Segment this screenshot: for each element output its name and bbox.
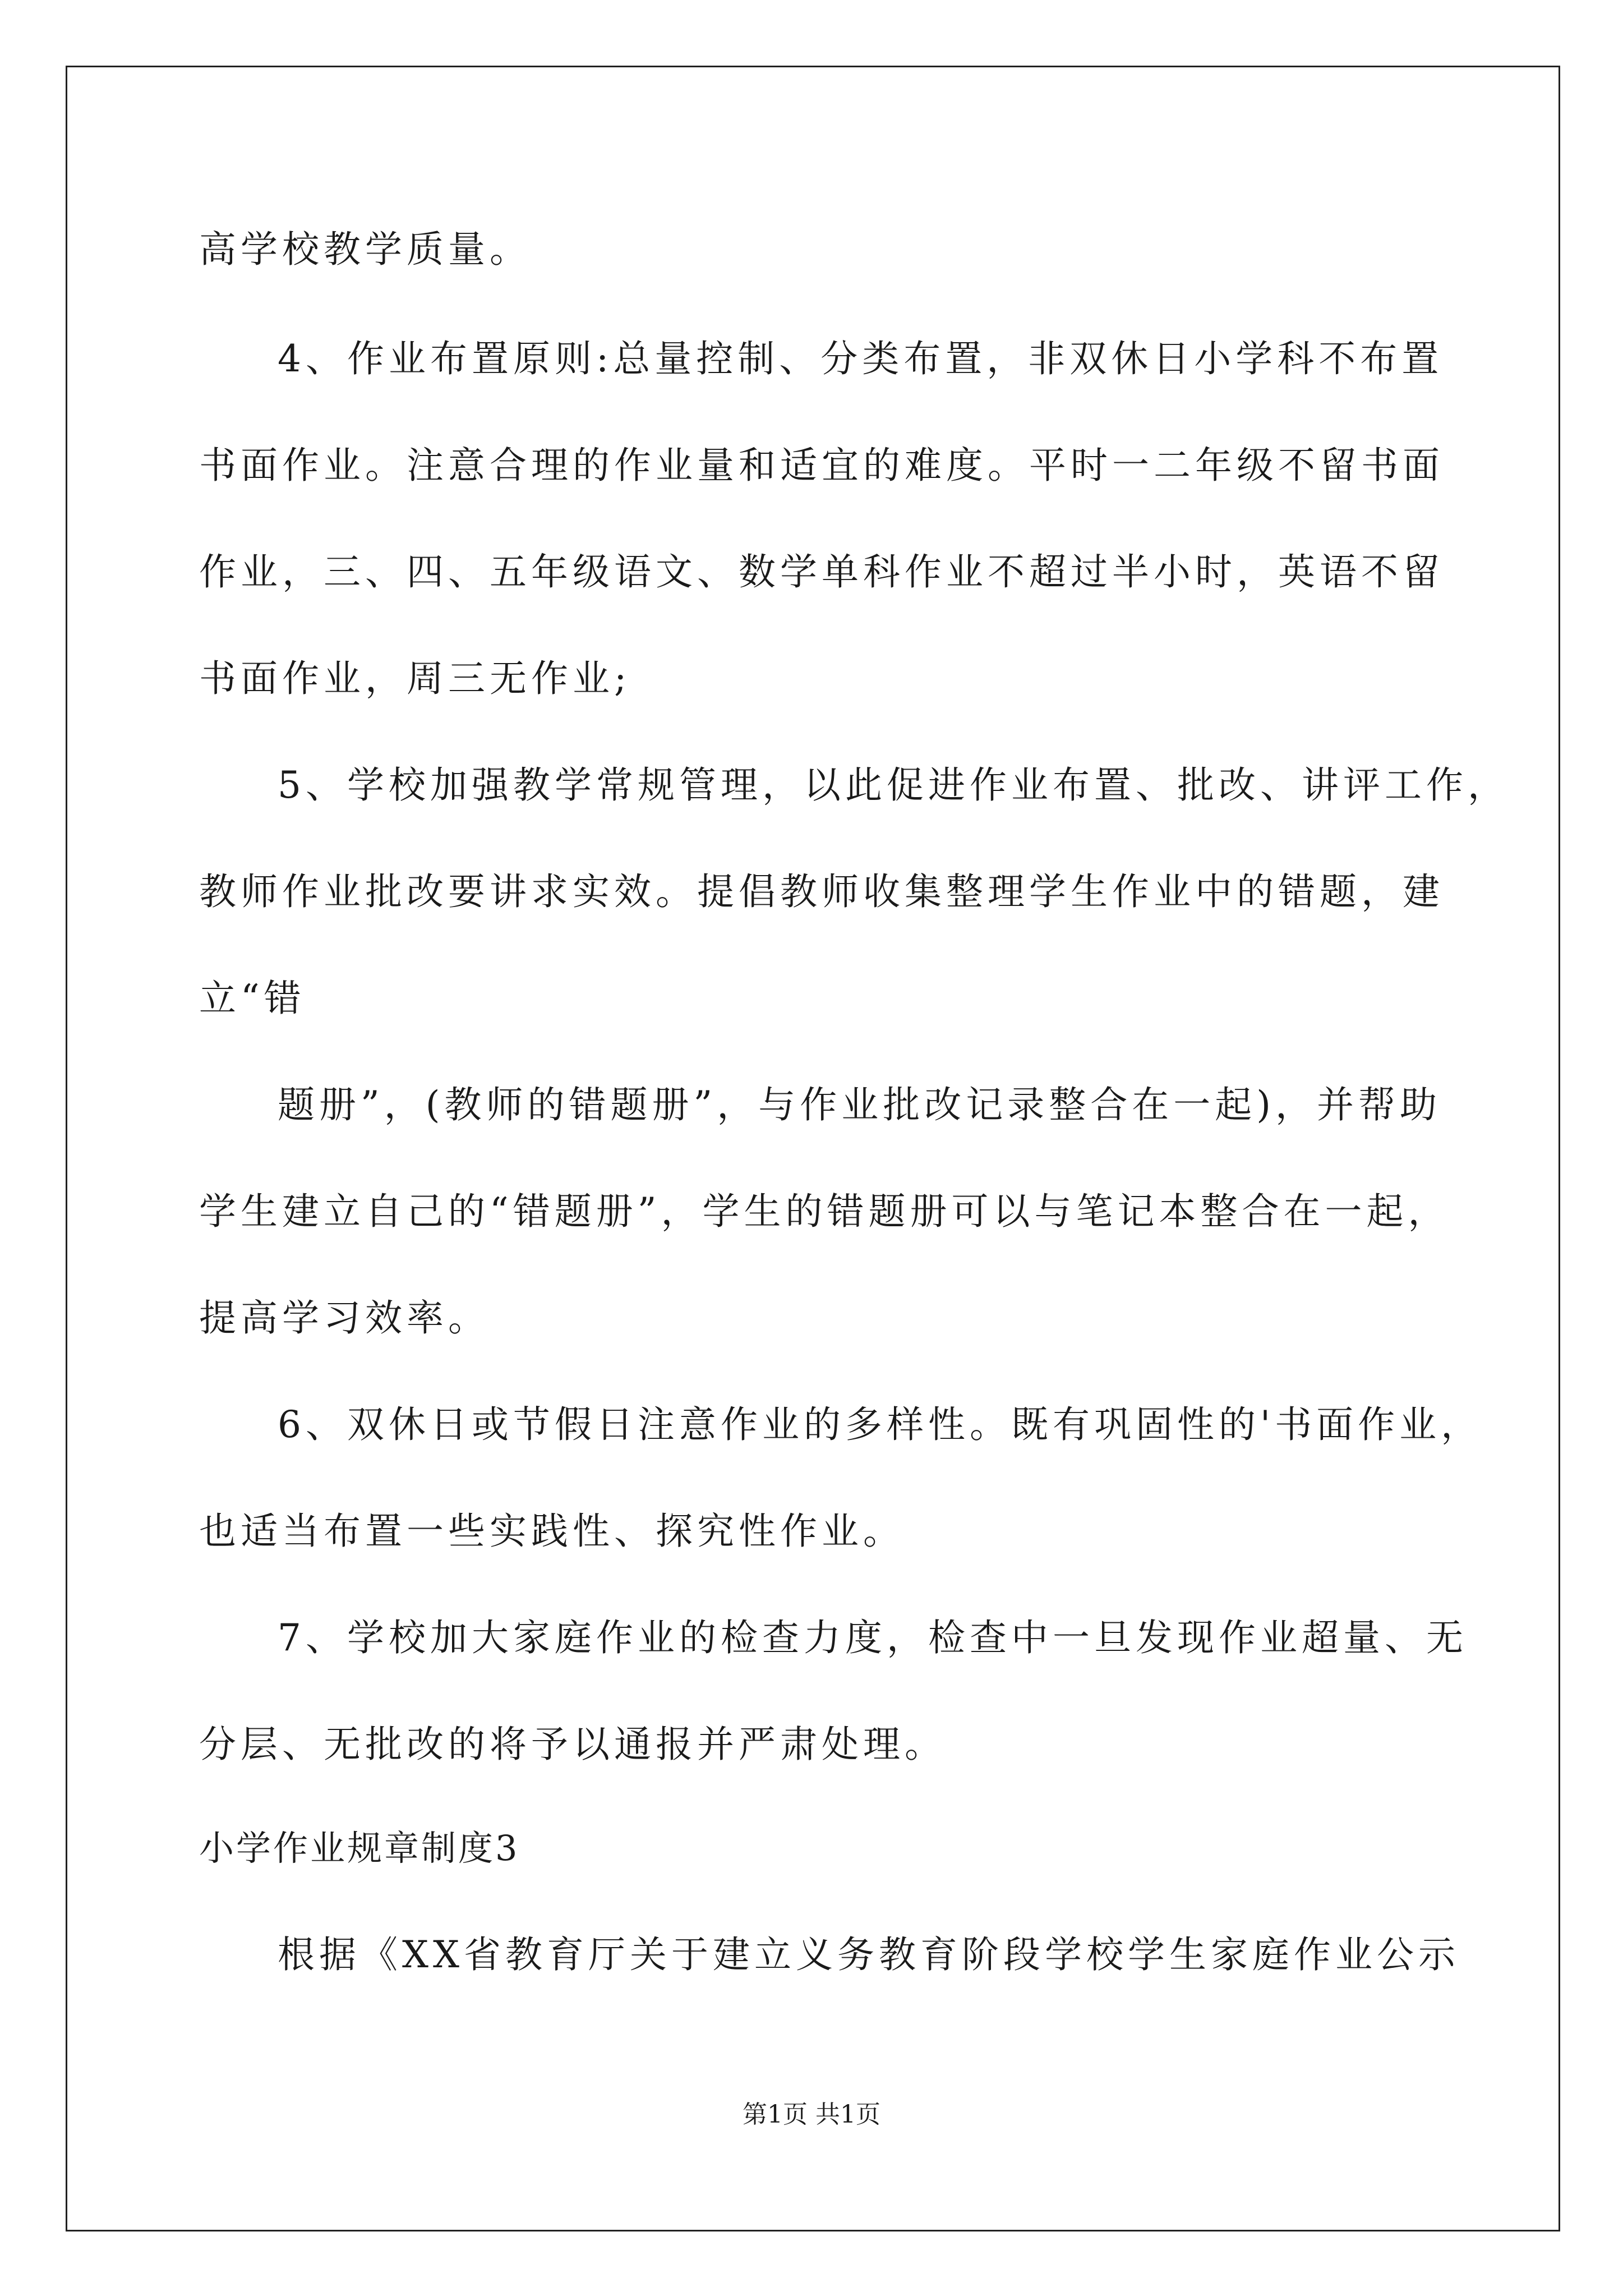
- paragraph-line: 根据《XX省教育厅关于建立义务教育阶段学校学生家庭作业公示: [278, 1933, 1460, 1976]
- paragraph-line: 也适当布置一些实践性、探究性作业。: [199, 1510, 905, 1553]
- paragraph-line: 7、学校加大家庭作业的检查力度，检查中一旦发现作业超量、无: [278, 1616, 1468, 1659]
- paragraph-line: 5、学校加强教学常规管理，以此促进作业布置、批改、讲评工作，: [278, 763, 1509, 807]
- page-border: [66, 66, 1560, 2231]
- paragraph-line: 高学校教学质量。: [199, 228, 531, 271]
- section-heading: 小学作业规章制度3: [199, 1828, 520, 1869]
- paragraph-line: 4、作业布置原则:总量控制、分类布置，非双休日小学科不布置: [278, 337, 1444, 380]
- paragraph-line: 学生建立自己的“错题册”，学生的错题册可以与笔记本整合在一起，: [199, 1190, 1450, 1233]
- paragraph-line: 书面作业，周三无作业;: [199, 657, 631, 700]
- paragraph-line: 题册”，(教师的错题册”，与作业批改记录整合在一起)，并帮助: [278, 1083, 1441, 1126]
- paragraph-line: 分层、无批改的将予以通报并严肃处理。: [199, 1723, 946, 1766]
- page-footer: 第1页 共1页: [743, 2100, 880, 2129]
- paragraph-line: 书面作业。注意合理的作业量和适宜的难度。平时一二年级不留书面: [199, 444, 1444, 487]
- paragraph-line: 作业，三、四、五年级语文、数学单科作业不超过半小时，英语不留: [199, 550, 1444, 593]
- paragraph-line: 6、双休日或节假日注意作业的多样性。既有巩固性的'书面作业，: [278, 1403, 1483, 1446]
- paragraph-line: 教师作业批改要讲求实效。提倡教师收集整理学生作业中的错题，建: [199, 870, 1444, 913]
- paragraph-line: 立“错: [199, 977, 306, 1020]
- paragraph-line: 提高学习效率。: [199, 1296, 490, 1340]
